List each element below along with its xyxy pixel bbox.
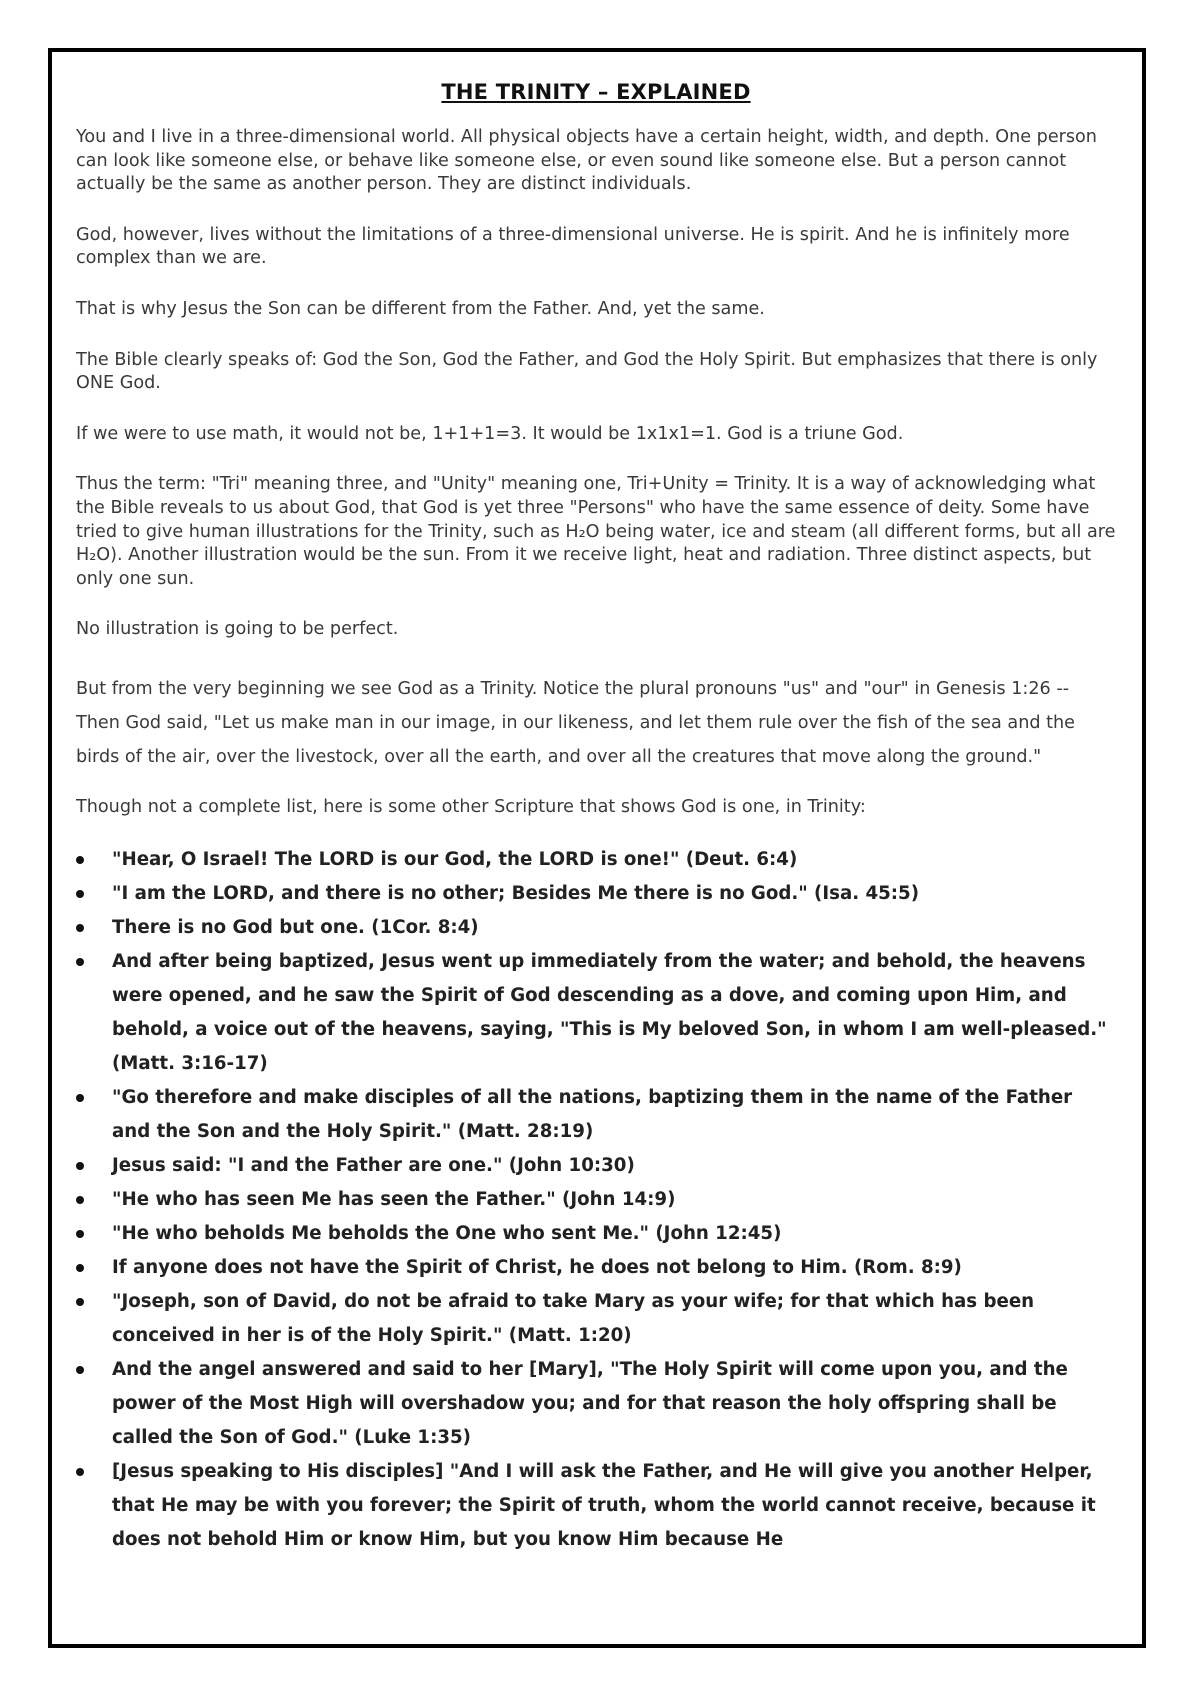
- bullet-icon: [76, 1094, 84, 1102]
- list-item: [76, 1251, 1116, 1285]
- bullet-icon: [76, 1196, 84, 1204]
- list-item-text: And after being baptized, Jesus went up immediately from the water; and behold, the heavens were opened, and he saw the Spirit of God descending as a dove, and coming upon Him, and behold, a voice out of the heavens, saying, "This is My beloved Son, in whom I am well-pleased." (Matt. 3:16-17): [112, 950, 1107, 1074]
- bullet-icon: [76, 958, 84, 966]
- bullet-icon: [76, 1230, 84, 1238]
- list-item-text: There is no God but one. (1Cor. 8:4): [112, 916, 479, 938]
- paragraph-son-father: That is why Jesus the Son can be different from the Father. And, yet the same.: [76, 298, 765, 319]
- document-frame: [48, 48, 1146, 1648]
- list-item: [76, 1183, 1116, 1217]
- list-item: [76, 1081, 1116, 1149]
- document-title: THE TRINITY – EXPLAINED: [441, 80, 751, 104]
- list-item-text: And the angel answered and said to her [Mary], "The Holy Spirit will come upon you, and the power of the Most High will overshadow you; and for that reason the holy offspring shall be called the Son of God." (Luke 1:35): [112, 1358, 1068, 1448]
- list-item: [76, 843, 1116, 877]
- list-item: [76, 877, 1116, 911]
- list-item: [76, 911, 1116, 945]
- list-item-text: Jesus said: "I and the Father are one." (John 10:30): [112, 1154, 635, 1176]
- list-item: [76, 1285, 1116, 1353]
- bullet-icon: [76, 1264, 84, 1272]
- list-item: [76, 1217, 1116, 1251]
- list-item-text: If anyone does not have the Spirit of Christ, he does not belong to Him. (Rom. 8:9): [112, 1256, 962, 1278]
- paragraph-god-spirit: God, however, lives without the limitations of a three-dimensional universe. He is spirit. And he is infinitely more complex than we are.: [76, 224, 1070, 269]
- list-item-text: "Hear, O Israel! The LORD is our God, the LORD is one!" (Deut. 6:4): [112, 848, 798, 870]
- paragraph-genesis: But from the very beginning we see God as a Trinity. Notice the plural pronouns "us" and "our" in Genesis 1:26 -- Then God said, "Let us make man in our image, in our likeness, and let them rule over the fish of the sea and the birds of the air, over the livestock, over all the earth, and over all the creatures that move along the ground.": [76, 678, 1075, 767]
- bullet-icon: [76, 924, 84, 932]
- paragraph-three-dimensional: You and I live in a three-dimensional world. All physical objects have a certain height, width, and depth. One person can look like someone else, or behave like someone else, or even sound like someone else. But a person cannot actually be the same as another person. They are distinct individuals.: [76, 127, 1097, 195]
- list-item-text: "Go therefore and make disciples of all the nations, baptizing them in the name of the Father and the Son and the Holy Spirit." (Matt. 28:19): [112, 1086, 1073, 1142]
- list-item-text: [Jesus speaking to His disciples] "And I will ask the Father, and He will give you another Helper, that He may be with you forever; the Spirit of truth, whom the world cannot receive, because it does not behold Him or know Him, but you know Him because He: [112, 1460, 1096, 1550]
- bullet-icon: [76, 890, 84, 898]
- bullet-icon: [76, 1366, 84, 1374]
- list-item: [76, 1149, 1116, 1183]
- paragraph-no-illustration: No illustration is going to be perfect.: [76, 619, 399, 640]
- bullet-icon: [76, 1162, 84, 1170]
- list-item: [76, 945, 1116, 1081]
- bullet-icon: [76, 856, 84, 864]
- paragraph-math: If we were to use math, it would not be, 1+1+1=3. It would be 1x1x1=1. God is a triune God.: [76, 423, 904, 444]
- list-item-text: "He who beholds Me beholds the One who sent Me." (John 12:45): [112, 1222, 782, 1244]
- bullet-icon: [76, 1298, 84, 1306]
- paragraph-bible-speaks: The Bible clearly speaks of: God the Son, God the Father, and God the Holy Spirit. But emphasizes that there is only ONE God.: [76, 349, 1098, 394]
- list-item-text: "I am the LORD, and there is no other; Besides Me there is no God." (Isa. 45:5): [112, 882, 920, 904]
- document-body: [76, 80, 1116, 1557]
- paragraph-list-intro: Though not a complete list, here is some other Scripture that shows God is one, in Trinity:: [76, 796, 866, 817]
- list-item: [76, 1455, 1116, 1557]
- scripture-list: [76, 843, 1116, 1557]
- list-item-text: "He who has seen Me has seen the Father." (John 14:9): [112, 1188, 676, 1210]
- bullet-icon: [76, 1468, 84, 1476]
- list-item-text: "Joseph, son of David, do not be afraid to take Mary as your wife; for that which has been conceived in her is of the Holy Spirit." (Matt. 1:20): [112, 1290, 1035, 1346]
- paragraph-term-trinity: Thus the term: "Tri" meaning three, and "Unity" meaning one, Tri+Unity = Trinity. It is a way of acknowledging what the Bible reveals to us about God, that God is yet three "Persons" who have the same essence of deity. Some have tried to give human illustrations for the Trinity, such as H₂O being water, ice and steam (all different forms, but all are H₂O). Another illustration would be the sun. From it we receive light, heat and radiation. Three distinct aspects, but only one sun.: [76, 474, 1116, 589]
- list-item: [76, 1353, 1116, 1455]
